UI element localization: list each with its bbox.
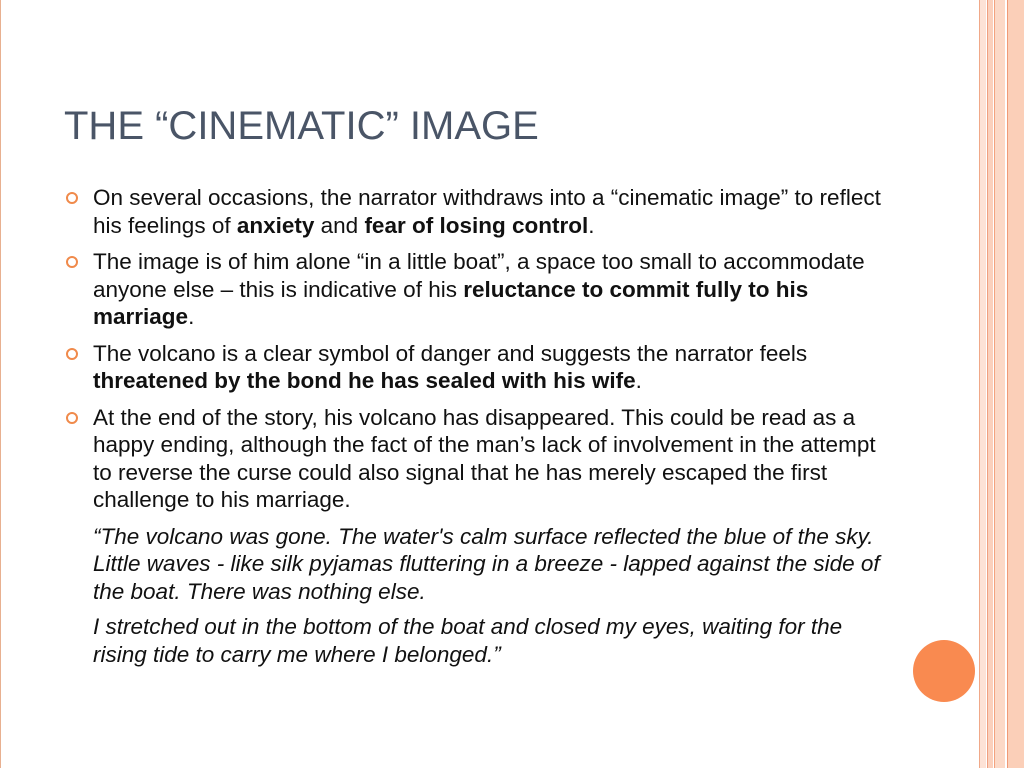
bullet-text: At the end of the story, his volcano has disappeared. This could be read as a happy ending, although the fact of the man’s lack of involvement in the attempt to reverse the curse could also signal that he has merely escaped the first challenge to his marriage. <box>93 404 876 512</box>
quote-paragraph: “The volcano was gone. The water's calm surface reflected the blue of the sky. Little waves - like silk pyjamas fluttering in a breeze - lapped against the side of the boat. There was nothing else. <box>93 523 880 604</box>
slide-title: THE “CINEMATIC” IMAGE <box>64 104 539 148</box>
bullet-circle-icon <box>66 348 78 360</box>
bullet-text: The volcano is a clear symbol of danger and suggests the narrator feels threatened by the bond he has sealed with his wife. <box>93 340 808 393</box>
quote-paragraph: I stretched out in the bottom of the boat and closed my eyes, waiting for the rising tide to carry me where I belonged.” <box>93 614 843 667</box>
decorative-stripe <box>994 0 1005 768</box>
decorative-stripe <box>1007 0 1024 768</box>
decorative-stripe <box>979 0 986 768</box>
bullet-circle-icon <box>66 192 78 204</box>
bullet-item <box>63 184 883 239</box>
decorative-stripe <box>987 0 993 768</box>
bullet-circle-icon <box>66 412 78 424</box>
bullet-item <box>63 404 883 514</box>
bullet-text: The image is of him alone “in a little boat”, a space too small to accommodate anyone else – this is indicative of his reluctance to commit fully to his marriage. <box>93 249 865 329</box>
decorative-circle <box>913 640 975 702</box>
bullet-item <box>63 248 883 331</box>
bullet-text: On several occasions, the narrator withdraws into a “cinematic image” to reflect his feelings of anxiety and fear of losing control. <box>93 185 881 238</box>
bullet-circle-icon <box>66 256 78 268</box>
bullet-item <box>63 340 883 395</box>
slide-content <box>63 184 883 676</box>
